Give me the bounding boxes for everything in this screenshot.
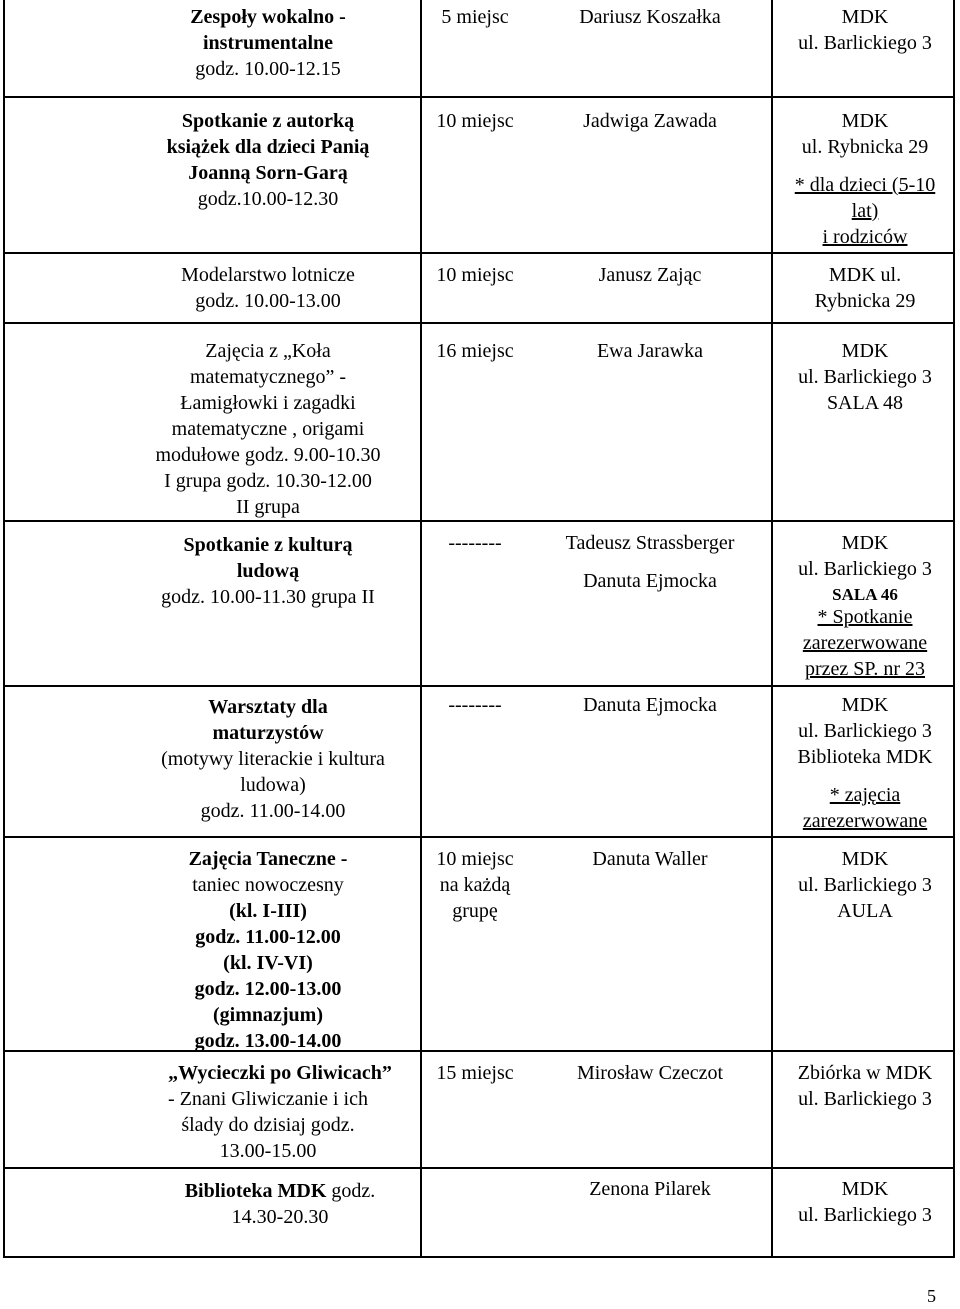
leader-name: Ewa Jarawka <box>596 340 704 362</box>
event-time: matematycznego” - Łamigłowki i zagadki matematyczne , origami modułowe godz. 9.00-10.30 I grupa godz. 10.30-12.00 II grupa <box>155 366 381 518</box>
row-divider <box>3 1050 955 1052</box>
leader-name: Danuta Waller <box>592 848 708 870</box>
leader-name: Danuta Ejmocka <box>583 694 717 716</box>
row-divider <box>3 836 955 838</box>
row-divider <box>3 322 955 324</box>
places-count: 15 miejsc <box>436 1062 514 1084</box>
event-time: godz. 10.00-11.30 grupa II <box>161 586 375 608</box>
leader-name: Tadeusz Strassberger Danuta Ejmocka <box>565 532 735 592</box>
location: MDK ul. Barlickiego 3 <box>798 1178 932 1226</box>
location: Zbiórka w MDK ul. Barlickiego 3 <box>797 1062 933 1110</box>
leader-name: Jadwiga Zawada <box>583 110 717 132</box>
leader-name: Dariusz Koszałka <box>579 6 721 28</box>
row-divider <box>3 685 955 687</box>
event-name: Spotkanie z kulturą ludową <box>183 534 353 582</box>
location: MDK ul. Barlickiego 3 AULA <box>798 848 932 922</box>
row-divider <box>3 520 955 522</box>
event-name: Warsztaty dla maturzystów <box>208 696 328 744</box>
column-divider <box>771 0 773 1258</box>
location: MDK ul. Barlickiego 3 Biblioteka MDK <box>797 694 933 768</box>
event-time: godz. 10.00-13.00 <box>195 290 341 312</box>
places-count: 10 miejsc <box>436 110 514 132</box>
row-divider <box>3 96 955 98</box>
event-name: „Wycieczki po Gliwicach” <box>168 1062 392 1084</box>
event-name: Zespoły wokalno - instrumentalne <box>190 6 346 54</box>
column-divider <box>420 0 422 1258</box>
places-count: 10 miejsc <box>436 264 514 286</box>
places-count: 10 miejsc na każdą grupę <box>436 848 514 922</box>
places-count: 16 miejsc <box>436 340 514 362</box>
event-time: (motywy literackie i kultura ludowa) godz. 11.00-14.00 <box>161 748 385 822</box>
event-name: Biblioteka MDK godz. 14.30-20.30 <box>184 1180 376 1228</box>
row-divider <box>3 1167 955 1169</box>
location: MDK ul. Barlickiego 3 SALA 48 <box>798 340 932 414</box>
location: MDK ul. Barlickiego 3 SALA 46 <box>798 532 932 604</box>
location-note: * dla dzieci (5-10 lat) i rodziców <box>794 174 936 248</box>
event-name: Spotkanie z autorką książek dla dzieci Panią Joanną Sorn-Garą <box>166 110 370 184</box>
location: MDK ul. Rybnicka 29 <box>814 264 916 312</box>
event-time: taniec nowoczesny (kl. I-III) godz. 11.00-12.00 (kl. IV-VI) godz. 12.00-13.00 (gimnazjum) godz. 13.00-14.00 <box>192 874 344 1052</box>
row-divider <box>3 252 955 254</box>
leader-name: Mirosław Czeczot <box>576 1062 724 1084</box>
leader-name: Janusz Zając <box>598 264 702 286</box>
places-count: -------- <box>448 694 502 716</box>
location: MDK ul. Barlickiego 3 <box>798 6 932 54</box>
event-time: godz.10.00-12.30 <box>197 188 339 210</box>
event-time: godz. 10.00-12.15 <box>195 58 341 80</box>
event-name: Modelarstwo lotnicze <box>181 264 355 286</box>
event-name: Zajęcia z „Koła <box>205 340 331 362</box>
places-count: -------- <box>448 532 502 554</box>
places-count: 5 miejsc <box>441 6 509 28</box>
event-time: - Znani Gliwiczanie i ich ślady do dzisiaj godz. 13.00-15.00 <box>168 1088 368 1162</box>
location-note: * Spotkanie zarezerwowane przez SP. nr 23 <box>802 606 928 680</box>
location-note: * zajęcia zarezerwowane <box>802 784 928 832</box>
page-number: 5 <box>927 1286 936 1306</box>
leader-name: Zenona Pilarek <box>589 1178 711 1200</box>
event-name: Zajęcia Taneczne - <box>188 848 348 870</box>
location: MDK ul. Rybnicka 29 <box>801 110 929 158</box>
